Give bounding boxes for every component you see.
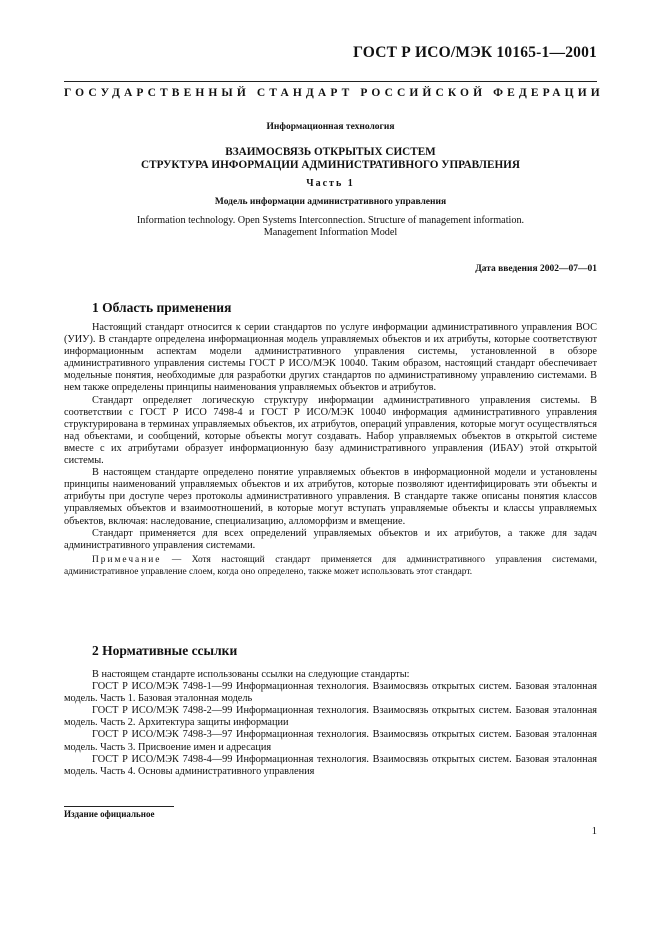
main-title [64, 146, 597, 172]
section-2-body [64, 669, 597, 778]
document-code: ГОСТ Р ИСО/МЭК 10165-1—2001 [353, 44, 597, 61]
subtitle: Модель информации административного управления [214, 197, 447, 207]
paragraph: Стандарт применяется для всех определений управляемых объектов и их атрибутов, а также для задач административного управления системами. [64, 527, 597, 551]
topic-title: Информационная технология [266, 122, 395, 132]
main-title-line-2: СТРУКТУРА ИНФОРМАЦИИ АДМИНИСТРАТИВНОГО УПРАВЛЕНИЯ [141, 159, 520, 171]
section-2-heading: 2 Нормативные ссылки [92, 643, 238, 658]
reference-item: ГОСТ Р ИСО/МЭК 7498-4—99 Информационная технология. Взаимосвязь открытых систем. Базовая эталонная модель. Часть 4. Основы административного управления [64, 753, 597, 777]
note [64, 554, 597, 578]
reference-item: ГОСТ Р ИСО/МЭК 7498-2—99 Информационная технология. Взаимосвязь открытых систем. Базовая эталонная модель. Часть 2. Архитектура защиты информации [64, 705, 597, 729]
introduction-date: Дата введения 2002—07—01 [475, 264, 597, 274]
main-title-line-1: ВЗАИМОСВЯЗЬ ОТКРЫТЫХ СИСТЕМ [225, 146, 436, 158]
note-label: Примечание [92, 554, 162, 565]
english-title [64, 215, 597, 239]
references-intro: В настоящем стандарте использованы ссылки на следующие стандарты: [92, 669, 410, 680]
reference-item: ГОСТ Р ИСО/МЭК 7498-3—97 Информационная технология. Взаимосвязь открытых систем. Базовая эталонная модель. Часть 3. Присвоение имен и адресация [64, 729, 597, 753]
reference-item: ГОСТ Р ИСО/МЭК 7498-1—99 Информационная технология. Взаимосвязь открытых систем. Базовая эталонная модель. Часть 1. Базовая эталонная модель [64, 681, 597, 705]
footer-rule [64, 806, 174, 807]
section-1-heading: 1 Область применения [92, 300, 232, 315]
header-rule [64, 81, 597, 82]
edition-label: Издание официальное [64, 809, 155, 819]
part-label: Часть 1 [306, 178, 355, 189]
section-1-body [64, 322, 597, 578]
english-title-line-2: Management Information Model [263, 227, 398, 238]
paragraph: Стандарт определяет логическую структуру информации административного управления системы. В соответствии с ГОСТ Р ИСО 7498-4 и ГОСТ Р ИСО/МЭК 10040 информация административного управления структурирована в терминах управляемых объектов, их атрибутов, операций управления, которые могут осуществляться над объектами, и сообщений, которые объекты могут создавать. Набор управляемых объектов в открытой системе вместе с их атрибутами образует информационную базу административного управления (ИБАУ) этой открытой системы. [64, 394, 597, 467]
note-text: — Хотя настоящий стандарт применяется для административного управления системами, административное управление слоем, когда оно определено, также может использовать этот стандарт. [64, 554, 597, 577]
paragraph: Настоящий стандарт относится к серии стандартов по услуге информации административного управления ВОС (УИУ). В стандарте определена информационная модель управляемых объектов и их атрибуты, которые соответствуют информационным аспектам модели административного управления системы, установленной в обзоре административного управления системы ГОСТ Р ИСО/МЭК 10040. Таким образом, настоящий стандарт обеспечивает модельные понятия, необходимые для разработки других стандартов по административному управлению системами. В нем также определены принципы наименования управляемых объектов и атрибутов. [64, 322, 597, 394]
page-number: 1 [591, 826, 597, 837]
standard-title: ГОСУДАРСТВЕННЫЙ СТАНДАРТ РОССИЙСКОЙ ФЕДЕРАЦИИ [64, 87, 604, 99]
paragraph: В настоящем стандарте определено понятие управляемых объектов в информационной модели и установлены принципы наименований управляемых объектов и их атрибутов, которые позволяют идентифицировать эти объекты и атрибуты при доступе через протоколы административного управления. В стандарте также описаны понятия классов управляемых объектов и взаимоотношений, в которые могут вступать управляемые объекты и классы управляемых объектов, включая: наследование, специализацию, алломорфизм и вмещение. [64, 467, 597, 527]
english-title-line-1: Information technology. Open Systems Interconnection. Structure of management information. [136, 215, 525, 226]
